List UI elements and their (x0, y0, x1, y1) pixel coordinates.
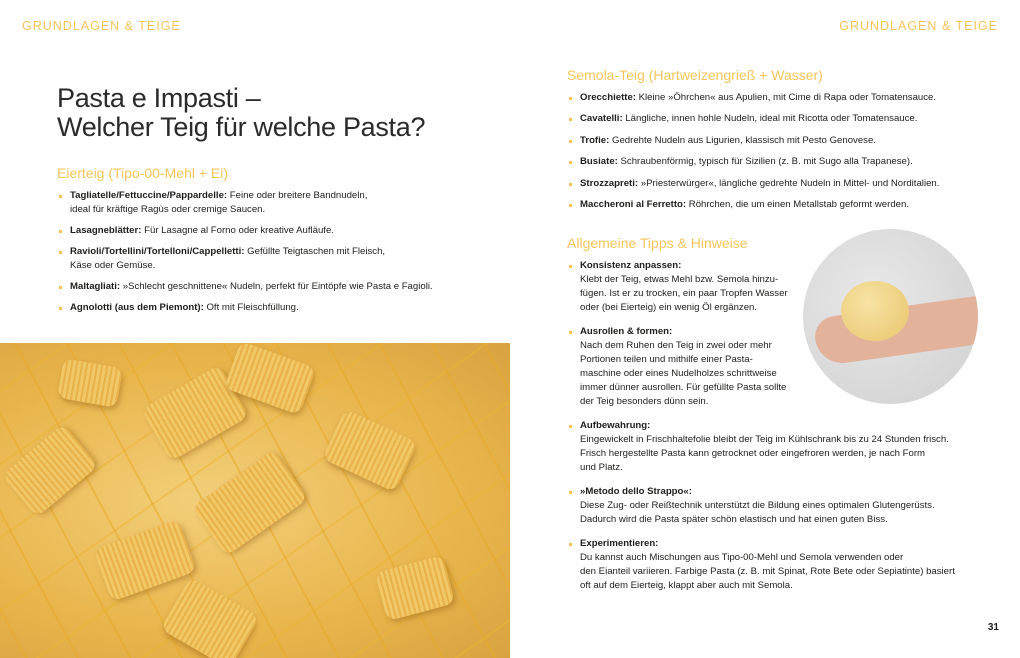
item-term: Ravioli/Tortellini/Tortelloni/Cappelletti: (70, 246, 245, 257)
pasta-tube (192, 450, 308, 557)
item-term: Maltagliati: (70, 281, 121, 292)
item-term: Strozzapreti: (580, 177, 639, 189)
item-text: »Schlecht geschnittene« Nudeln, perfekt für Eintöpfe wie Pasta e Fagioli. (120, 281, 433, 292)
item-text: Kleine »Öhrchen« aus Apulien, mit Cime di Rapa oder Tomatensauce. (635, 92, 937, 103)
item-text: Längliche, innen hohle Nudeln, ideal mit Ricotta oder Tomatensauce. (622, 113, 918, 125)
list-item (567, 155, 987, 169)
item-text: Oft mit Fleischfüllung. (203, 302, 299, 313)
list-item (57, 189, 507, 217)
item-term: Lasagneblätter: (70, 225, 142, 236)
tips-list (567, 259, 967, 593)
list-item (57, 301, 507, 315)
page-number: 31 (987, 622, 999, 633)
item-text: »Priesterwürger«, längliche gedrehte Nudeln in Mittel- und Norditalien. (638, 177, 940, 189)
item-term: Trofie: (580, 134, 610, 146)
item-term: Agnolotti (aus dem Piemont): (70, 302, 204, 313)
item-term: Ausrollen & formen: (580, 326, 673, 337)
item-text: Du kannst auch Mischungen aus Tipo-00-Mehl und Semola verwenden oder den Eianteil variieren. Farbige Pasta (z. B. mit Spinat, Rote Bete oder Sepiatinte) basiert oft auf dem Eierteig, klappt aber auch mit Semola. (580, 552, 955, 591)
eierteig-heading: Eierteig (Tipo-00-Mehl + Ei) (57, 165, 229, 181)
item-text: Feine oder breitere Bandnudeln, ideal für kräftige Ragùs oder cremige Saucen. (70, 190, 368, 215)
pasta-tube (93, 519, 196, 601)
item-term: Tagliatelle/Fettuccine/Pappardelle: (70, 190, 228, 201)
pasta-tube (375, 555, 456, 621)
list-item (567, 134, 987, 148)
item-text: Diese Zug- oder Reißtechnik unterstützt die Bildung eines optimalen Glutengerüsts. Dadurch wird die Pasta später schön elastisch und hat einen guten Biss. (580, 500, 935, 525)
item-text: Für Lasagne al Forno oder kreative Aufläufe. (141, 225, 334, 236)
item-term: Maccheroni al Ferretto: (580, 198, 687, 210)
pasta-tube (322, 409, 418, 493)
pasta-tube (160, 577, 259, 658)
list-item (57, 280, 507, 294)
list-item (567, 112, 987, 126)
eierteig-section (57, 165, 507, 322)
page-title: Pasta e Impasti – Welcher Teig für welche Pasta? (57, 83, 426, 142)
tips-heading: Allgemeine Tipps & Hinweise (567, 235, 748, 251)
semola-list (567, 91, 987, 212)
list-item (567, 91, 987, 105)
list-item (567, 177, 987, 191)
list-item (567, 325, 967, 409)
running-head-right: GRUNDLAGEN & TEIGE (839, 19, 998, 33)
item-term: »Metodo dello Strappo«: (580, 486, 692, 497)
item-text: Röhrchen, die um einen Metallstab geformt werden. (686, 198, 909, 210)
item-term: Orecchiette: (580, 92, 636, 103)
list-item (567, 485, 967, 527)
item-text: Klebt der Teig, etwas Mehl bzw. Semola hinzu- fügen. Ist er zu trocken, ein paar Tropfen Wasser oder (bei Eierteig) ein wenig Öl ergänzen. (580, 274, 788, 313)
list-item (57, 245, 507, 273)
tips-section (567, 235, 967, 603)
item-text: Schraubenförmig, typisch für Sizilien (z. B. mit Sugo alla Trapanese). (617, 156, 913, 168)
item-text: Gefüllte Teigtaschen mit Fleisch, Käse oder Gemüse. (70, 246, 386, 271)
semola-heading: Semola-Teig (Hartweizengrieß + Wasser) (567, 67, 823, 83)
list-item (567, 198, 987, 212)
item-text: Gedrehte Nudeln aus Ligurien, klassisch mit Pesto Genovese. (609, 134, 876, 146)
pasta-tube (2, 424, 99, 518)
item-term: Konsistenz anpassen: (580, 260, 682, 271)
list-item (567, 537, 967, 593)
list-item (567, 419, 967, 475)
running-head-left: GRUNDLAGEN & TEIGE (22, 19, 181, 33)
item-term: Aufbewahrung: (580, 420, 651, 431)
list-item (567, 259, 967, 315)
item-term: Experimentieren: (580, 538, 659, 549)
pasta-tube (57, 358, 123, 408)
item-text: Nach dem Ruhen den Teig in zwei oder mehr Portionen teilen und mithilfe einer Pasta- maschine oder eines Nudelholzes schrittweise immer dünner ausrollen. Für gefüllte Pasta sollte der Teig besonders dünn sein. (580, 340, 787, 407)
eierteig-list (57, 189, 507, 315)
pasta-photo (0, 343, 510, 658)
item-term: Cavatelli: (580, 113, 623, 125)
item-text: Eingewickelt in Frischhaltefolie bleibt der Teig im Kühlschrank bis zu 24 Stunden frisch. Frisch hergestellte Pasta kann getrocknet oder eingefroren werden, je nach Form und Platz. (580, 434, 949, 473)
semola-section (567, 67, 987, 219)
item-term: Busiate: (580, 156, 618, 168)
list-item (57, 224, 507, 238)
